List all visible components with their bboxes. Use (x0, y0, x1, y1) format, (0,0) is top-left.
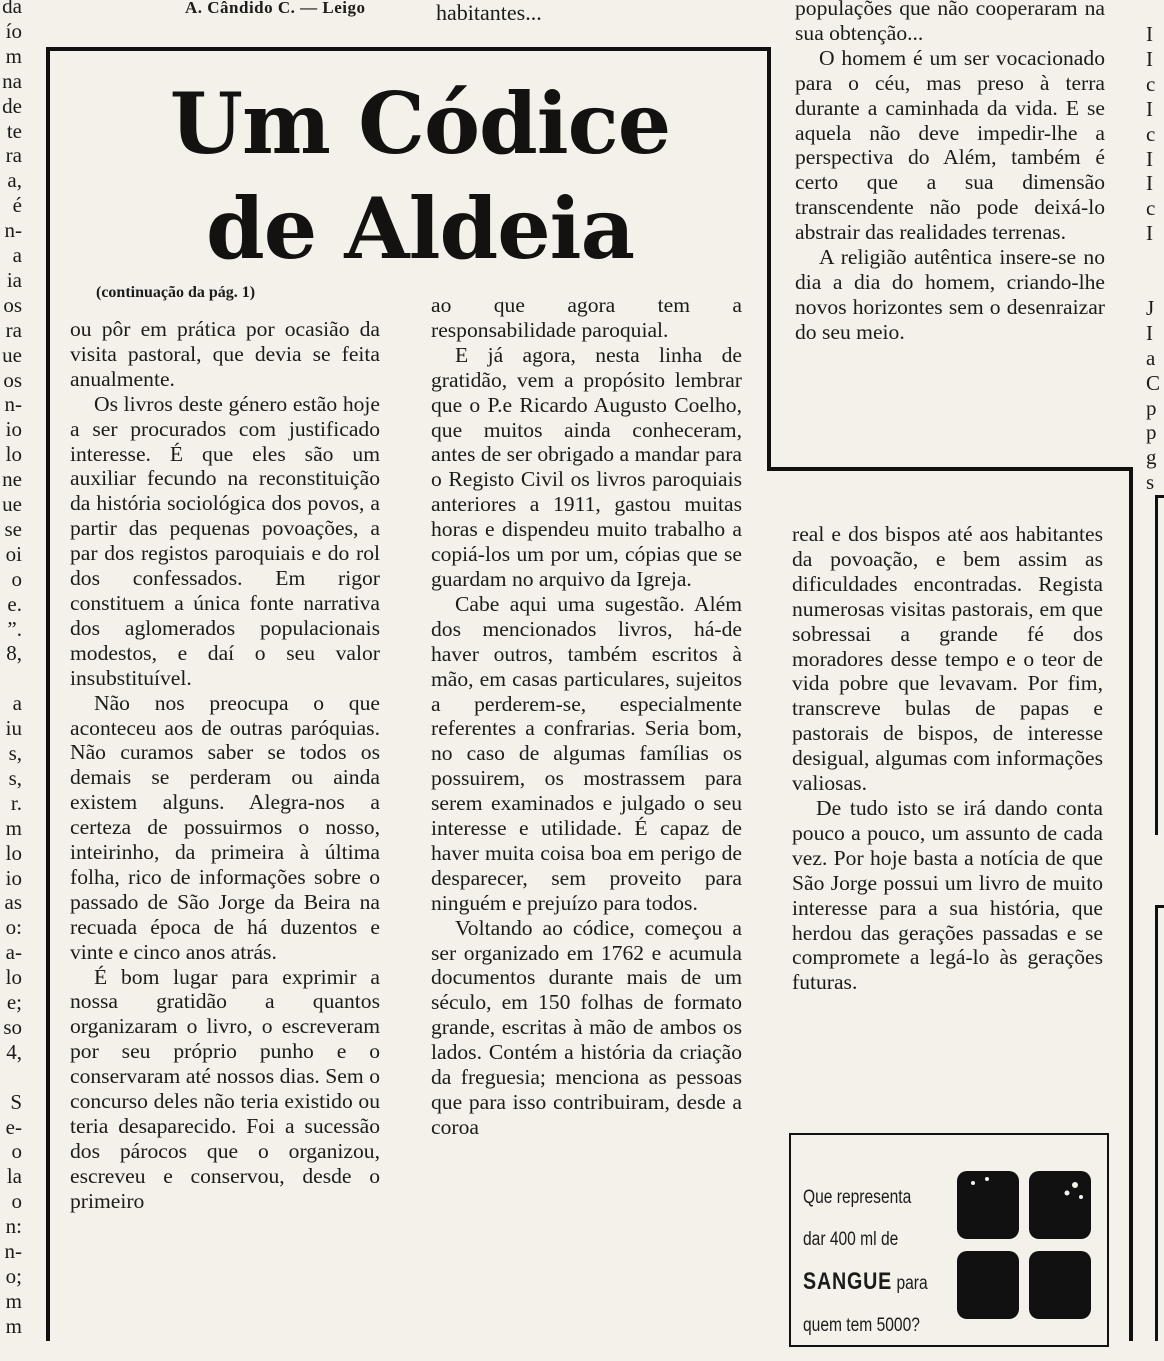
edge-fragment: J (1146, 295, 1155, 320)
edge-fragment: ne (2, 467, 22, 492)
edge-fragment: o; (5, 1263, 22, 1288)
edge-fragment: o (11, 1189, 22, 1214)
edge-fragment: 4, (6, 1039, 22, 1064)
edge-fragment: r. (10, 790, 22, 815)
edge-fragment: as (4, 890, 22, 915)
edge-fragment: o (11, 566, 22, 591)
edge-fragment: ra (5, 317, 22, 342)
top-right-article (795, 0, 1105, 345)
edge-fragment: m (5, 43, 22, 68)
edge-fragment: lo (5, 840, 22, 865)
ad-line-3-rest: para (896, 1273, 928, 1294)
box-rule-mid (767, 467, 1133, 471)
edge-fragment: io (5, 865, 22, 890)
edge-fragment: n: (5, 1214, 22, 1239)
edge-fragment: a, (7, 168, 22, 193)
paragraph: O homem é um ser vocacionado para o céu, mas preso à terra durante a caminhada da vida. E se aquela não deve impedir-lhe a perspectiva do Além, também é certo que a sua dimensão transcendente não pode deixá-lo abstrair das realidades terrenas. (795, 45, 1105, 245)
article-title-line-1: Um Códice (169, 74, 671, 173)
paragraph: real e dos bispos até aos habitantes da povoação, e bem assim as dificuldades encontradas. Regista numerosas visitas pastorais, em que sobressai a grande fé dos moradores desse tempo e o teor de vida pobre que levavam. Por fim, transcreve bulas de papas e pastorais de bispos, de interesse desigual, algumas com informações valiosas. (792, 522, 1103, 796)
edge-fragment: ra (5, 143, 22, 168)
edge-fragment: os (3, 367, 22, 392)
edge-fragment: p (1146, 420, 1157, 445)
blood-donation-ad (789, 1133, 1109, 1347)
byline: A. Cândido C. — Leigo (185, 0, 366, 17)
edge-fragment: la (6, 1164, 22, 1189)
box-rule-right-lower (1129, 467, 1133, 1341)
edge-fragment: iu (5, 716, 22, 741)
ad-line-1: Que representa (803, 1187, 912, 1208)
edge-fragment: o (11, 1139, 22, 1164)
edge-fragment: a- (5, 940, 22, 965)
edge-fragment: ue (2, 342, 22, 367)
edge-fragment: c (1146, 196, 1156, 221)
paragraph: Voltando ao códice, começou a ser organizado em 1762 e acumula documentos durante mais de um século, em 150 folhas de formato grande, escritas à mão de ambos os lados. Contém a história da criação da freguesia; menciona as pessoas que para isso contribuiram, desde a coroa (431, 915, 742, 1139)
edge-fragment: p (1146, 395, 1157, 420)
edge-fragment: a (1146, 345, 1156, 370)
paragraph: De tudo isto se irá dando conta pouco a pouco, um assunto de cada vez. Por hoje basta a notícia de que São Jorge possui um livro de muito interesse para a sua história, que herdou das gerações passadas e se compromete a legá-lo às gerações futuras. (792, 795, 1103, 995)
box-rule-left (46, 47, 50, 1341)
edge-fragment: a (12, 691, 22, 716)
edge-fragment: S (10, 1089, 22, 1114)
edge-fragment: da (2, 0, 22, 18)
edge-fragment: o: (5, 915, 22, 940)
continuation-note: (continuação da pág. 1) (96, 284, 256, 301)
edge-fragment: s, (8, 765, 22, 790)
edge-fragment: é (12, 193, 22, 218)
edge-fragment: I (1146, 320, 1153, 345)
ad-line-4: quem tem 5000? (803, 1315, 920, 1336)
ad-sangue: SANGUE (803, 1268, 893, 1295)
paragraph: E já agora, nesta linha de gratidão, vem a propósito lembrar que o P.e Ricardo Augusto Coelho, que muitos ainda conheceram, antes de ser obrigado a mandar para o Registo Civil os livros paroquiais anteriores a 1911, gastou muitas horas e dispendeu muito trabalho a copiá-los um por um, cópias que se guardam no arquivo da Igreja. (431, 342, 742, 591)
blood-donation-cross-icon (957, 1171, 1091, 1319)
edge-fragment: I (1146, 171, 1153, 196)
edge-fragment: se (4, 516, 22, 541)
paragraph: populações que não cooperaram na sua obtenção... (795, 0, 1105, 45)
paragraph: É bom lugar para exprimir a nossa gratidão a quantos organizaram o livro, o escreveram por seu próprio punho e o conservaram até nossos dias. Sem o concurso deles não teria existido ou teria desaparecido. Foi a sucessão dos párocos que o organizou, escreveu e conservou, desde o primeiro (70, 964, 380, 1213)
edge-fragment: I (1146, 46, 1153, 71)
edge-fragment: oi (5, 541, 22, 566)
right-edge-box-2-side (1155, 905, 1158, 1341)
left-edge-column (0, 0, 22, 1361)
ad-text (803, 1177, 934, 1347)
edge-fragment: n- (4, 1239, 22, 1263)
ad-line-2: dar 400 ml de (803, 1229, 899, 1250)
edge-fragment: e- (5, 1114, 22, 1139)
edge-fragment: lo (5, 965, 22, 990)
right-edge-box-1-side (1155, 495, 1158, 835)
edge-fragment: c (1146, 71, 1156, 96)
edge-fragment: s, (8, 741, 22, 765)
article-column-2 (431, 293, 742, 1140)
paragraph: ao que agora tem a responsabilidade paroquial. (431, 293, 742, 342)
edge-fragment: ia (6, 267, 22, 292)
edge-fragment: n- (4, 218, 22, 243)
edge-fragment: m (5, 1288, 22, 1313)
paragraph: Cabe aqui uma sugestão. Além dos mencionados livros, há-de haver outros, também escritos à mão, em casas particulares, sujeitos a perderem-se, especialmente referentes a confrarias. Seria bom, no caso de algumas famílias os possuirem, os mostrassem para serem examinados e julgado o seu interesse e utilidade. É capaz de haver muita coisa boa em perigo de desparecer, sem proveito para ninguém e prejuízo para todos. (431, 591, 742, 915)
edge-fragment: de (2, 93, 22, 118)
edge-fragment: m (5, 1313, 22, 1338)
edge-fragment: C (1146, 370, 1161, 395)
edge-fragment: e; (6, 990, 22, 1014)
paragraph: Não nos preocupa o que aconteceu aos de outras paróquias. Não curamos saber se todos os demais se perderam ou ainda existem alguns. Alegra-nos a certeza de possuirmos o nosso, inteirinho, da primeira à última folha, rico de informações sobre o passado de São Jorge da Beira na recuada época de há duzentos e vinte e cinco anos atrás. (70, 690, 380, 964)
edge-fragment: a (12, 243, 22, 267)
edge-fragment: s (1146, 470, 1155, 495)
edge-fragment: e. (7, 591, 22, 616)
edge-fragment: c (1146, 121, 1156, 146)
ad-line-3 (803, 1261, 934, 1305)
edge-fragment: I (1146, 221, 1153, 246)
edge-fragment: os (3, 292, 22, 317)
top-center-fragment: habitantes... (436, 0, 542, 25)
edge-fragment: m (5, 815, 22, 840)
paragraph: ou pôr em prática por ocasião da visita pastoral, que devia se feita anualmente. (70, 317, 380, 391)
edge-fragment: n- (4, 392, 22, 417)
edge-fragment: te (6, 118, 22, 143)
edge-fragment: lo (5, 442, 22, 467)
edge-fragment: ”. (7, 616, 22, 641)
edge-fragment: g (1146, 445, 1157, 470)
edge-fragment: I (1146, 22, 1153, 46)
paragraph: Os livros deste género estão hoje a ser procurados com justificado interesse. É que eles são um auxiliar fecundo na reconstituição da história sociológica dos povos, a partir das pequenas povoações, a par dos registos paroquiais e do rol dos confessados. Em rigor constituem a única fonte narrativa dos aglomerados populacionais modestos, e daí o seu valor insubstituível. (70, 391, 380, 690)
edge-fragment: so (3, 1014, 22, 1039)
article-column-1 (70, 317, 380, 1214)
article-column-3 (792, 522, 1103, 995)
article-title-line-2: de Aldeia (205, 179, 635, 278)
edge-fragment: na (2, 68, 22, 93)
edge-fragment: 8, (6, 641, 22, 666)
edge-fragment: io (5, 417, 22, 442)
box-rule-top (46, 47, 769, 51)
edge-fragment: ío (5, 18, 22, 43)
edge-fragment: I (1146, 96, 1153, 121)
edge-fragment: I (1146, 146, 1153, 171)
edge-fragment: ue (2, 492, 22, 516)
paragraph: A religião autêntica insere-se no dia a dia do homem, criando-lhe novos horizontes sem o desenraizar do seu meio. (795, 245, 1105, 344)
